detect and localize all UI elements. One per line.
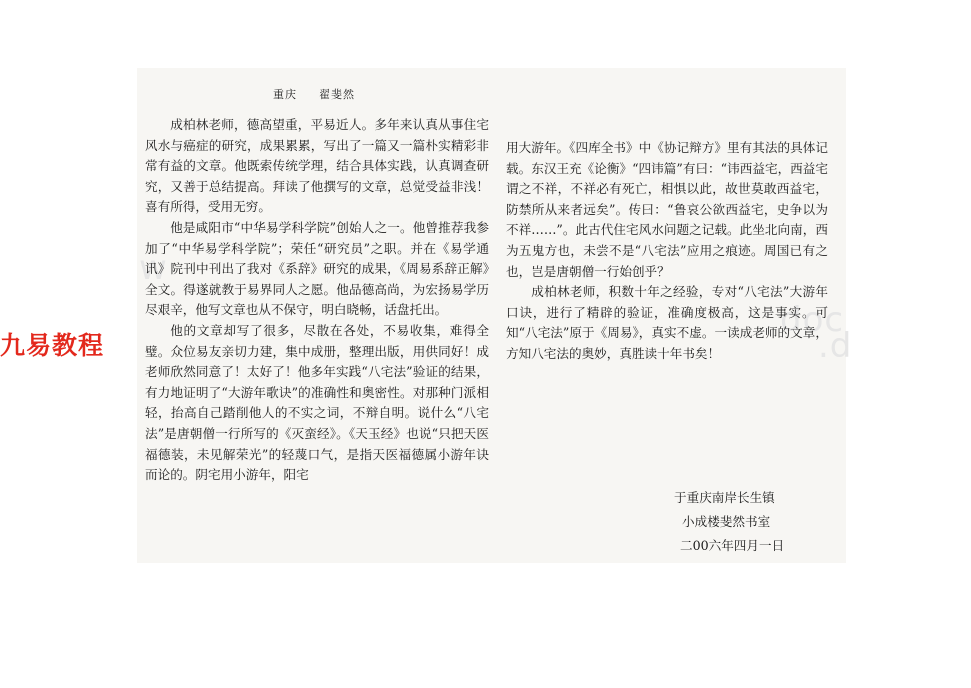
paragraph: 他是咸阳市“中华易学科学院”创始人之一。他曾推荐我参加了“中华易学科学院”；荣任“研究员”之职。并在《易学通讯》院刊中刊出了我对《系辞》研究的成果，《周易系辞正解》全文。得遂就教于易界同人之愿。他品德高尚，为宏扬易学历尽艰辛，他写文章也从不保守，明白晓畅，话盘托出。 bbox=[145, 219, 489, 318]
signature-date: 二00六年四月一日 bbox=[680, 538, 785, 553]
right-column bbox=[506, 138, 828, 365]
left-column bbox=[145, 115, 489, 486]
paragraph: 成柏林老师，德高望重，平易近人。多年来认真从事住宅风水与癌症的研究，成果累累，写出了一篇又一篇朴实精彩非常有益的文章。他既索传统学理，结合具体实践，认真调查研究，又善于总结提高。拜读了他撰写的文章，总觉受益非浅！喜有所得，受用无穷。 bbox=[145, 117, 489, 215]
header-author: 翟斐然 bbox=[319, 88, 355, 101]
signature-studio: 小成楼斐然书室 bbox=[682, 514, 771, 529]
ghost-watermark-3: .d bbox=[818, 326, 853, 366]
watermark-label: 九易教程 bbox=[0, 331, 105, 360]
paragraph: 用大游年。《四库全书》中《协记辩方》里有其法的具体记载。东汉王充《论衡》“四讳篇”有曰：“讳西益宅，西益宅谓之不祥，不祥必有死亡，相惧以此，故世莫敢西益宅，防禁所从来者远矣”。传曰：“鲁哀公欲西益宅，史争以为不祥……”。此古代住宅风水问题之记载。此坐北向南，西为五鬼方也，未尝不是“八宅法”应用之痕迹。周国已有之也，岂是唐朝僧一行始创乎？ bbox=[506, 140, 828, 279]
ghost-watermark-2: doc bbox=[780, 300, 845, 340]
paragraph: 他的文章却写了很多，尽散在各处，不易收集，难得全璧。众位易友亲切力建，集中成册，整理出版，用供同好！成老师欣然同意了！太好了！他多年实践“八宅法”验证的结果，有力地证明了“大游年歌诀”的准确性和奥密性。对那种门派相轻，抬高自己踏削他人的不实之词，不辩自明。说什么“八宅法”是唐朝僧一行所写的《灭蛮经》。《天玉经》也说“只把天医福德装，未见解荣光”的轻蔑口气，是指天医福德属小游年诀而论的。阴宅用小游年，阳宅 bbox=[145, 322, 489, 483]
signature-place: 于重庆南岸长生镇 bbox=[674, 490, 775, 505]
ghost-watermark-1: w bbox=[139, 248, 168, 288]
paragraph: 成柏林老师，积数十年之经验，专对“八宅法”大游年口诀，进行了精辟的验证，准确度极高，这是事实。可知“八宅法”原于《周易》，真实不虚。一读成老师的文章，方知八宅法的奥妙，真胜读十年书矣！ bbox=[506, 284, 828, 361]
signature-block bbox=[670, 486, 800, 558]
header-place: 重庆 bbox=[273, 88, 297, 101]
article-header bbox=[273, 86, 355, 102]
